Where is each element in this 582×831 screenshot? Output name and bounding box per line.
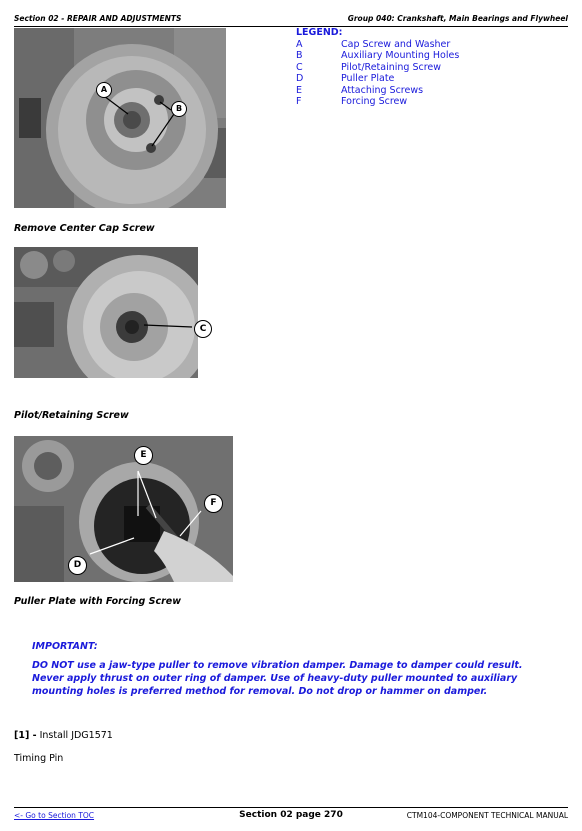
section-toc-link[interactable]: <- Go to Section TOC	[14, 811, 95, 820]
page-number: Section 02 page 270	[239, 810, 343, 820]
figure-2-photo	[14, 247, 198, 378]
callout-f: F	[204, 494, 223, 513]
header-section: Section 02 - REPAIR AND ADJUSTMENTS	[14, 14, 182, 23]
header-group: Group 040: Crankshaft, Main Bearings and Flywheel	[347, 14, 568, 23]
important-notice	[32, 640, 552, 698]
callout-e: E	[134, 446, 153, 465]
callout-b: B	[171, 101, 187, 117]
manual-title: CTM104-COMPONENT TECHNICAL MANUAL	[406, 811, 568, 820]
legend-item: D Puller Plate	[296, 73, 395, 84]
callout-d: D	[68, 556, 87, 575]
legend-item: A Cap Screw and Washer	[296, 38, 451, 50]
footer-divider	[14, 807, 568, 808]
figure-3-caption: Puller Plate with Forcing Screw	[14, 596, 182, 607]
figure-1-caption: Remove Center Cap Screw	[14, 223, 155, 234]
figure-1-photo	[14, 28, 226, 208]
legend	[296, 27, 459, 108]
legend-title: LEGEND:	[296, 27, 343, 38]
step-followup: Timing Pin	[14, 753, 64, 764]
figure-2-caption: Pilot/Retaining Screw	[14, 410, 129, 421]
important-title: IMPORTANT:	[32, 641, 98, 652]
step-item	[14, 730, 113, 741]
legend-item: C Pilot/Retaining Screw	[296, 61, 442, 73]
important-body: DO NOT use a jaw-type puller to remove vibration damper. Damage to damper could result. Never apply thrust on outer ring of damper. Use of heavy-duty puller mounted to auxiliary mounting holes is preferred method for removal. Do not drop or hammer on damper.	[32, 660, 523, 697]
step-text: Install JDG1571	[39, 730, 113, 741]
step-number: [1] -	[14, 730, 37, 741]
legend-item: B Auxiliary Mounting Holes	[296, 50, 460, 61]
page-footer	[14, 811, 568, 823]
legend-item: E Attaching Screws	[296, 84, 424, 96]
callout-c: C	[194, 320, 212, 338]
page-header	[14, 14, 568, 26]
figure-3-photo	[14, 436, 233, 582]
legend-item: F Forcing Screw	[296, 96, 408, 107]
header-divider	[14, 26, 568, 27]
callout-a: A	[96, 82, 112, 98]
